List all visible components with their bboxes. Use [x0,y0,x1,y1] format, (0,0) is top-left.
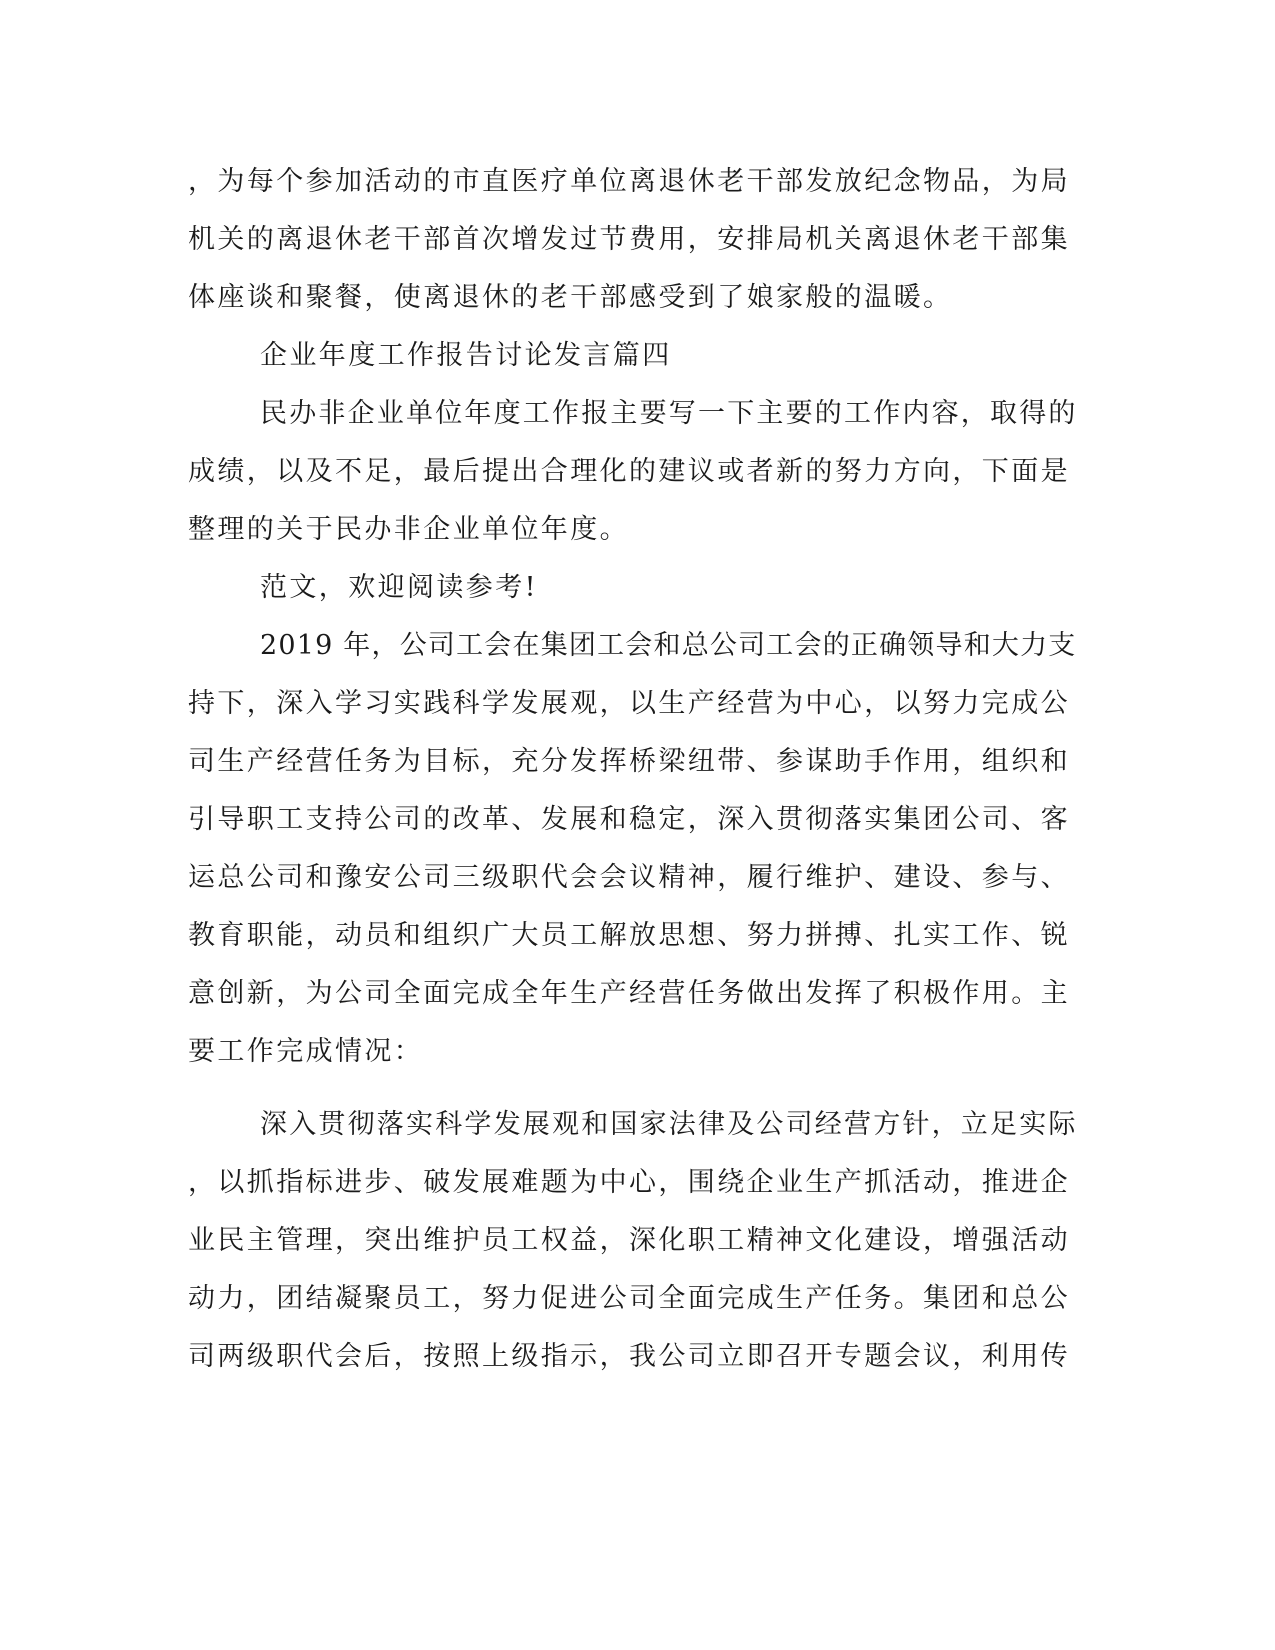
text-line: 深入贯彻落实科学发展观和国家法律及公司经营方针，立足实际 [260,1109,1078,1140]
text-line: 范文，欢迎阅读参考! [260,572,538,603]
section-heading: 企业年度工作报告讨论发言篇四 [260,340,672,371]
text-line: 机关的离退休老干部首次增发过节费用，安排局机关离退休老干部集 [188,224,1070,255]
text-line: 2019 年，公司工会在集团工会和总公司工会的正确领导和大力支 [260,630,1077,661]
text-line: 体座谈和聚餐，使离退休的老干部感受到了娘家般的温暖。 [188,282,953,313]
text-line: 整理的关于民办非企业单位年度。 [188,514,629,545]
text-line: 引导职工支持公司的改革、发展和稳定，深入贯彻落实集团公司、客 [188,804,1070,835]
text-line: 民办非企业单位年度工作报主要写一下主要的工作内容，取得的 [260,398,1078,429]
text-line: 动力，团结凝聚员工，努力促进公司全面完成生产任务。集团和总公 [188,1283,1070,1314]
text-line: 要工作完成情况： [188,1036,424,1067]
text-line: 运总公司和豫安公司三级职代会会议精神，履行维护、建设、参与、 [188,862,1070,893]
text-line: 司两级职代会后，按照上级指示，我公司立即召开专题会议，利用传 [188,1341,1070,1372]
text-line: 司生产经营任务为目标，充分发挥桥梁纽带、参谋助手作用，组织和 [188,746,1070,777]
text-line: 业民主管理，突出维护员工权益，深化职工精神文化建设，增强活动 [188,1225,1070,1256]
text-line: 教育职能，动员和组织广大员工解放思想、努力拼搏、扎实工作、锐 [188,920,1070,951]
text-line: ，为每个参加活动的市直医疗单位离退休老干部发放纪念物品，为局 [188,166,1070,197]
text-line: 成绩，以及不足，最后提出合理化的建议或者新的努力方向，下面是 [188,456,1070,487]
text-line: 持下，深入学习实践科学发展观，以生产经营为中心，以努力完成公 [188,688,1070,719]
text-line: 意创新，为公司全面完成全年生产经营任务做出发挥了积极作用。主 [188,978,1070,1009]
text-line: ，以抓指标进步、破发展难题为中心，围绕企业生产抓活动，推进企 [188,1167,1070,1198]
